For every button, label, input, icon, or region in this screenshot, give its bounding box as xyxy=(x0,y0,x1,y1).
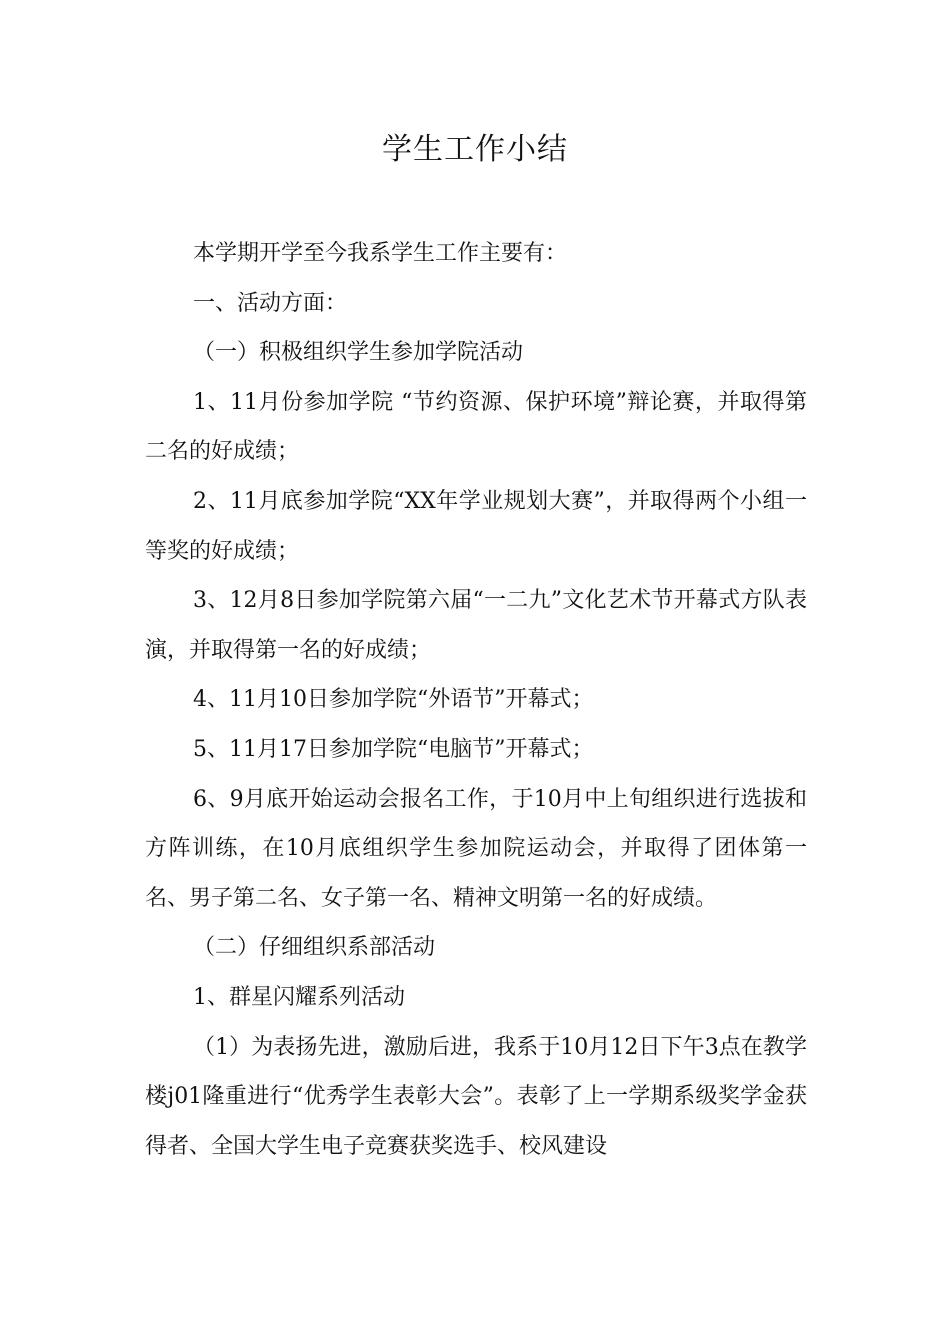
list-item: 5、11月17日参加学院“电脑节”开幕式； xyxy=(193,736,594,762)
paragraph-intro: 本学期开学至今我系学生工作主要有： xyxy=(193,241,568,266)
list-item: （1）为表扬先进，激励后进，我系于10月12日下午3点在教学楼j01隆重进行“优秀学生表彰大会”。表彰了上一学期系级奖学金获得者、全国大学生电子竞赛获奖选手、校风建设 xyxy=(145,1034,807,1159)
list-item: 3、12月8日参加学院第六届“一二九”文化艺术节开幕式方队表演，并取得第一名的好成绩； xyxy=(145,588,807,663)
list-item: 6、9月底开始运动会报名工作，于10月中上旬组织进行选拔和方阵训练，在10月底组织学生参加院运动会，并取得了团体第一名、男子第二名、女子第一名、精神文明第一名的好成绩。 xyxy=(145,786,807,911)
subheading-department-activities: （二）仔细组织系部活动 xyxy=(193,935,436,961)
list-item: 1、11月份参加学院 “节约资源、保护环境”辩论赛，并取得第二名的好成绩； xyxy=(145,389,807,465)
list-item: 2、11月底参加学院“XX年学业规划大赛”，并取得两个小组一等奖的好成绩； xyxy=(145,488,807,564)
document-title: 学生工作小结 xyxy=(382,132,568,167)
document-body xyxy=(145,229,807,1171)
subheading-college-activities: （一）积极组织学生参加学院活动 xyxy=(193,340,524,366)
heading-activities: 一、活动方面： xyxy=(193,290,348,316)
list-item: 1、群星闪耀系列活动 xyxy=(193,984,405,1010)
list-item: 4、11月10日参加学院“外语节”开幕式； xyxy=(193,687,594,713)
